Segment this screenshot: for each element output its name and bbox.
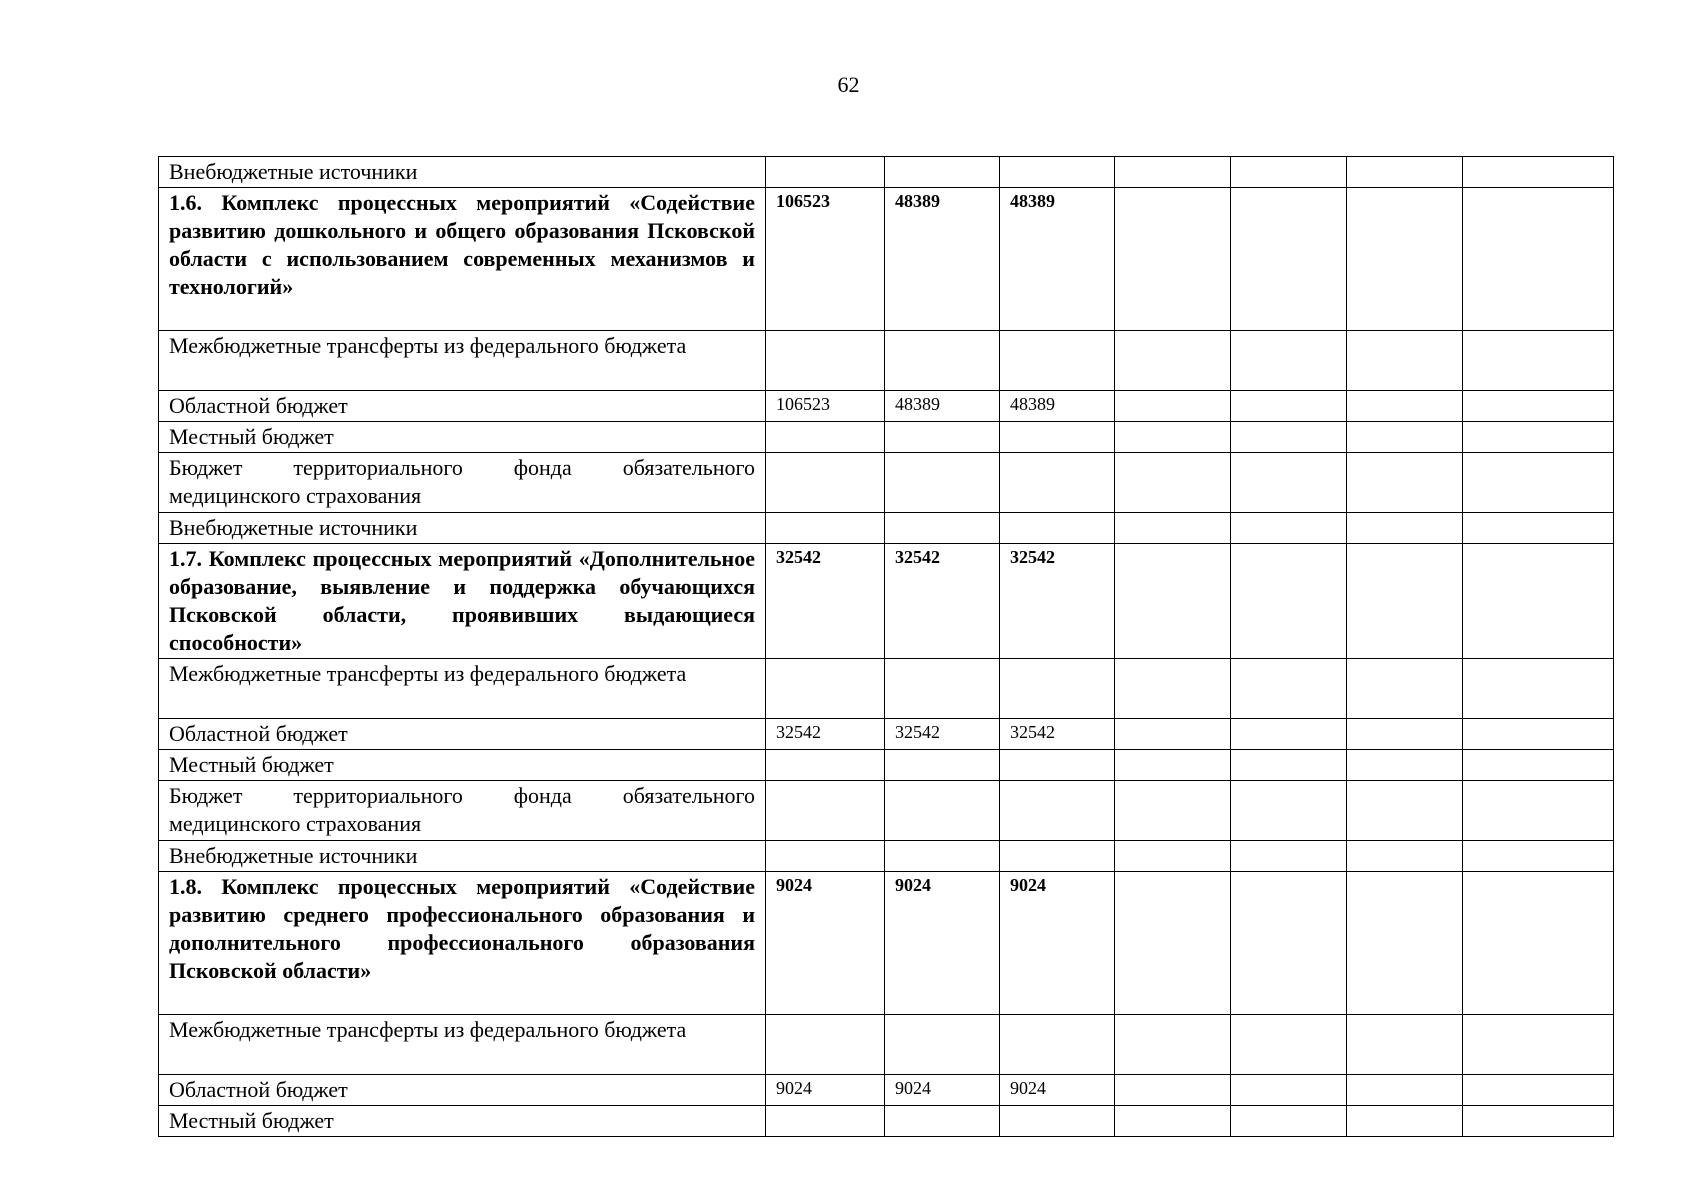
row-label: Местный бюджет	[159, 1106, 766, 1137]
row-label: Межбюджетные трансферты из федерального бюджета	[159, 659, 766, 719]
value-cell-v1: 32542	[766, 719, 885, 750]
table-row-section	[159, 188, 1614, 331]
table-row	[159, 157, 1614, 188]
empty-cell	[1231, 453, 1347, 513]
row-label: Областной бюджет	[159, 1075, 766, 1106]
empty-cell	[1347, 157, 1463, 188]
empty-cell	[1231, 1015, 1347, 1075]
table-row	[159, 1075, 1614, 1106]
table-row	[159, 719, 1614, 750]
empty-cell	[1347, 391, 1463, 422]
value-cell-v3	[1000, 1015, 1115, 1075]
value-cell-v1	[766, 422, 885, 453]
value-cell-v2: 48389	[885, 188, 1000, 331]
empty-cell	[1463, 841, 1614, 872]
row-label: Местный бюджет	[159, 422, 766, 453]
table-row	[159, 841, 1614, 872]
value-cell-v2	[885, 513, 1000, 544]
page-number: 62	[837, 72, 860, 97]
table-row	[159, 750, 1614, 781]
empty-cell	[1347, 331, 1463, 391]
empty-cell	[1115, 1015, 1231, 1075]
row-label: Межбюджетные трансферты из федерального бюджета	[159, 1015, 766, 1075]
row-label: Местный бюджет	[159, 750, 766, 781]
value-cell-v3	[1000, 453, 1115, 513]
row-label: Бюджет территориального фонда обязательного медицинского страхования	[159, 781, 766, 841]
empty-cell	[1347, 719, 1463, 750]
value-cell-v2: 32542	[885, 719, 1000, 750]
empty-cell	[1115, 719, 1231, 750]
value-cell-v3	[1000, 781, 1115, 841]
empty-cell	[1231, 422, 1347, 453]
empty-cell	[1463, 1106, 1614, 1137]
table-row	[159, 391, 1614, 422]
value-cell-v2: 32542	[885, 544, 1000, 659]
table-row	[159, 422, 1614, 453]
empty-cell	[1463, 422, 1614, 453]
table-row	[159, 781, 1614, 841]
table-row	[159, 1106, 1614, 1137]
empty-cell	[1347, 1015, 1463, 1075]
value-cell-v2	[885, 750, 1000, 781]
empty-cell	[1463, 453, 1614, 513]
value-cell-v1	[766, 331, 885, 391]
empty-cell	[1463, 188, 1614, 331]
value-cell-v1	[766, 513, 885, 544]
empty-cell	[1463, 1015, 1614, 1075]
value-cell-v3: 32542	[1000, 544, 1115, 659]
empty-cell	[1347, 544, 1463, 659]
value-cell-v2	[885, 422, 1000, 453]
empty-cell	[1231, 331, 1347, 391]
value-cell-v1: 32542	[766, 544, 885, 659]
empty-cell	[1347, 872, 1463, 1015]
value-cell-v2	[885, 841, 1000, 872]
empty-cell	[1231, 544, 1347, 659]
empty-cell	[1347, 659, 1463, 719]
row-label: Внебюджетные источники	[159, 157, 766, 188]
empty-cell	[1347, 1106, 1463, 1137]
table-row	[159, 453, 1614, 513]
value-cell-v3: 48389	[1000, 391, 1115, 422]
value-cell-v2	[885, 781, 1000, 841]
empty-cell	[1231, 781, 1347, 841]
row-label: Межбюджетные трансферты из федерального бюджета	[159, 331, 766, 391]
row-label: Бюджет территориального фонда обязательного медицинского страхования	[159, 453, 766, 513]
row-label: 1.6. Комплекс процессных мероприятий «Содействие развитию дошкольного и общего образования Псковской области с использованием современных механизмов и технологий»	[159, 188, 766, 331]
empty-cell	[1115, 1106, 1231, 1137]
row-label: 1.8. Комплекс процессных мероприятий «Содействие развитию среднего профессионального образования и дополнительного профессионального образования Псковской области»	[159, 872, 766, 1015]
empty-cell	[1231, 1106, 1347, 1137]
empty-cell	[1347, 453, 1463, 513]
empty-cell	[1463, 719, 1614, 750]
row-label: Областной бюджет	[159, 391, 766, 422]
empty-cell	[1115, 544, 1231, 659]
empty-cell	[1347, 750, 1463, 781]
value-cell-v3	[1000, 841, 1115, 872]
value-cell-v3	[1000, 331, 1115, 391]
empty-cell	[1231, 872, 1347, 1015]
value-cell-v1	[766, 841, 885, 872]
empty-cell	[1115, 659, 1231, 719]
budget-table	[158, 156, 1614, 1137]
table-row-section	[159, 872, 1614, 1015]
empty-cell	[1463, 781, 1614, 841]
empty-cell	[1231, 719, 1347, 750]
empty-cell	[1115, 422, 1231, 453]
empty-cell	[1231, 391, 1347, 422]
empty-cell	[1463, 1075, 1614, 1106]
empty-cell	[1347, 781, 1463, 841]
table-row-section	[159, 544, 1614, 659]
empty-cell	[1115, 453, 1231, 513]
empty-cell	[1347, 188, 1463, 331]
row-label: 1.7. Комплекс процессных мероприятий «Дополнительное образование, выявление и поддержка обучающихся Псковской области, проявивших выдающиеся способности»	[159, 544, 766, 659]
empty-cell	[1463, 513, 1614, 544]
value-cell-v3: 32542	[1000, 719, 1115, 750]
value-cell-v1: 106523	[766, 188, 885, 331]
value-cell-v1	[766, 1106, 885, 1137]
table-row	[159, 331, 1614, 391]
table-row	[159, 1015, 1614, 1075]
empty-cell	[1231, 659, 1347, 719]
empty-cell	[1231, 188, 1347, 331]
value-cell-v1: 106523	[766, 391, 885, 422]
value-cell-v1	[766, 750, 885, 781]
value-cell-v2	[885, 453, 1000, 513]
value-cell-v1	[766, 1015, 885, 1075]
value-cell-v2	[885, 1106, 1000, 1137]
value-cell-v3	[1000, 422, 1115, 453]
value-cell-v2: 9024	[885, 1075, 1000, 1106]
empty-cell	[1463, 659, 1614, 719]
value-cell-v3: 48389	[1000, 188, 1115, 331]
empty-cell	[1115, 391, 1231, 422]
value-cell-v3	[1000, 750, 1115, 781]
value-cell-v1	[766, 157, 885, 188]
value-cell-v2: 9024	[885, 872, 1000, 1015]
empty-cell	[1463, 157, 1614, 188]
empty-cell	[1231, 1075, 1347, 1106]
value-cell-v1: 9024	[766, 1075, 885, 1106]
empty-cell	[1463, 750, 1614, 781]
empty-cell	[1115, 331, 1231, 391]
empty-cell	[1231, 157, 1347, 188]
value-cell-v3: 9024	[1000, 872, 1115, 1015]
empty-cell	[1463, 391, 1614, 422]
empty-cell	[1347, 513, 1463, 544]
empty-cell	[1463, 872, 1614, 1015]
value-cell-v2	[885, 157, 1000, 188]
empty-cell	[1231, 513, 1347, 544]
value-cell-v2: 48389	[885, 391, 1000, 422]
value-cell-v3	[1000, 157, 1115, 188]
value-cell-v2	[885, 659, 1000, 719]
empty-cell	[1115, 781, 1231, 841]
value-cell-v1	[766, 659, 885, 719]
value-cell-v1	[766, 453, 885, 513]
value-cell-v3: 9024	[1000, 1075, 1115, 1106]
empty-cell	[1347, 422, 1463, 453]
value-cell-v3	[1000, 513, 1115, 544]
budget-table-body	[159, 157, 1614, 1137]
empty-cell	[1231, 841, 1347, 872]
empty-cell	[1463, 544, 1614, 659]
value-cell-v1: 9024	[766, 872, 885, 1015]
empty-cell	[1463, 331, 1614, 391]
table-row	[159, 659, 1614, 719]
empty-cell	[1347, 1075, 1463, 1106]
empty-cell	[1115, 513, 1231, 544]
value-cell-v3	[1000, 1106, 1115, 1137]
empty-cell	[1115, 841, 1231, 872]
empty-cell	[1115, 188, 1231, 331]
empty-cell	[1347, 841, 1463, 872]
empty-cell	[1231, 750, 1347, 781]
value-cell-v2	[885, 331, 1000, 391]
row-label: Внебюджетные источники	[159, 513, 766, 544]
table-row	[159, 513, 1614, 544]
value-cell-v2	[885, 1015, 1000, 1075]
empty-cell	[1115, 872, 1231, 1015]
value-cell-v1	[766, 781, 885, 841]
empty-cell	[1115, 157, 1231, 188]
empty-cell	[1115, 750, 1231, 781]
value-cell-v3	[1000, 659, 1115, 719]
row-label: Внебюджетные источники	[159, 841, 766, 872]
empty-cell	[1115, 1075, 1231, 1106]
row-label: Областной бюджет	[159, 719, 766, 750]
